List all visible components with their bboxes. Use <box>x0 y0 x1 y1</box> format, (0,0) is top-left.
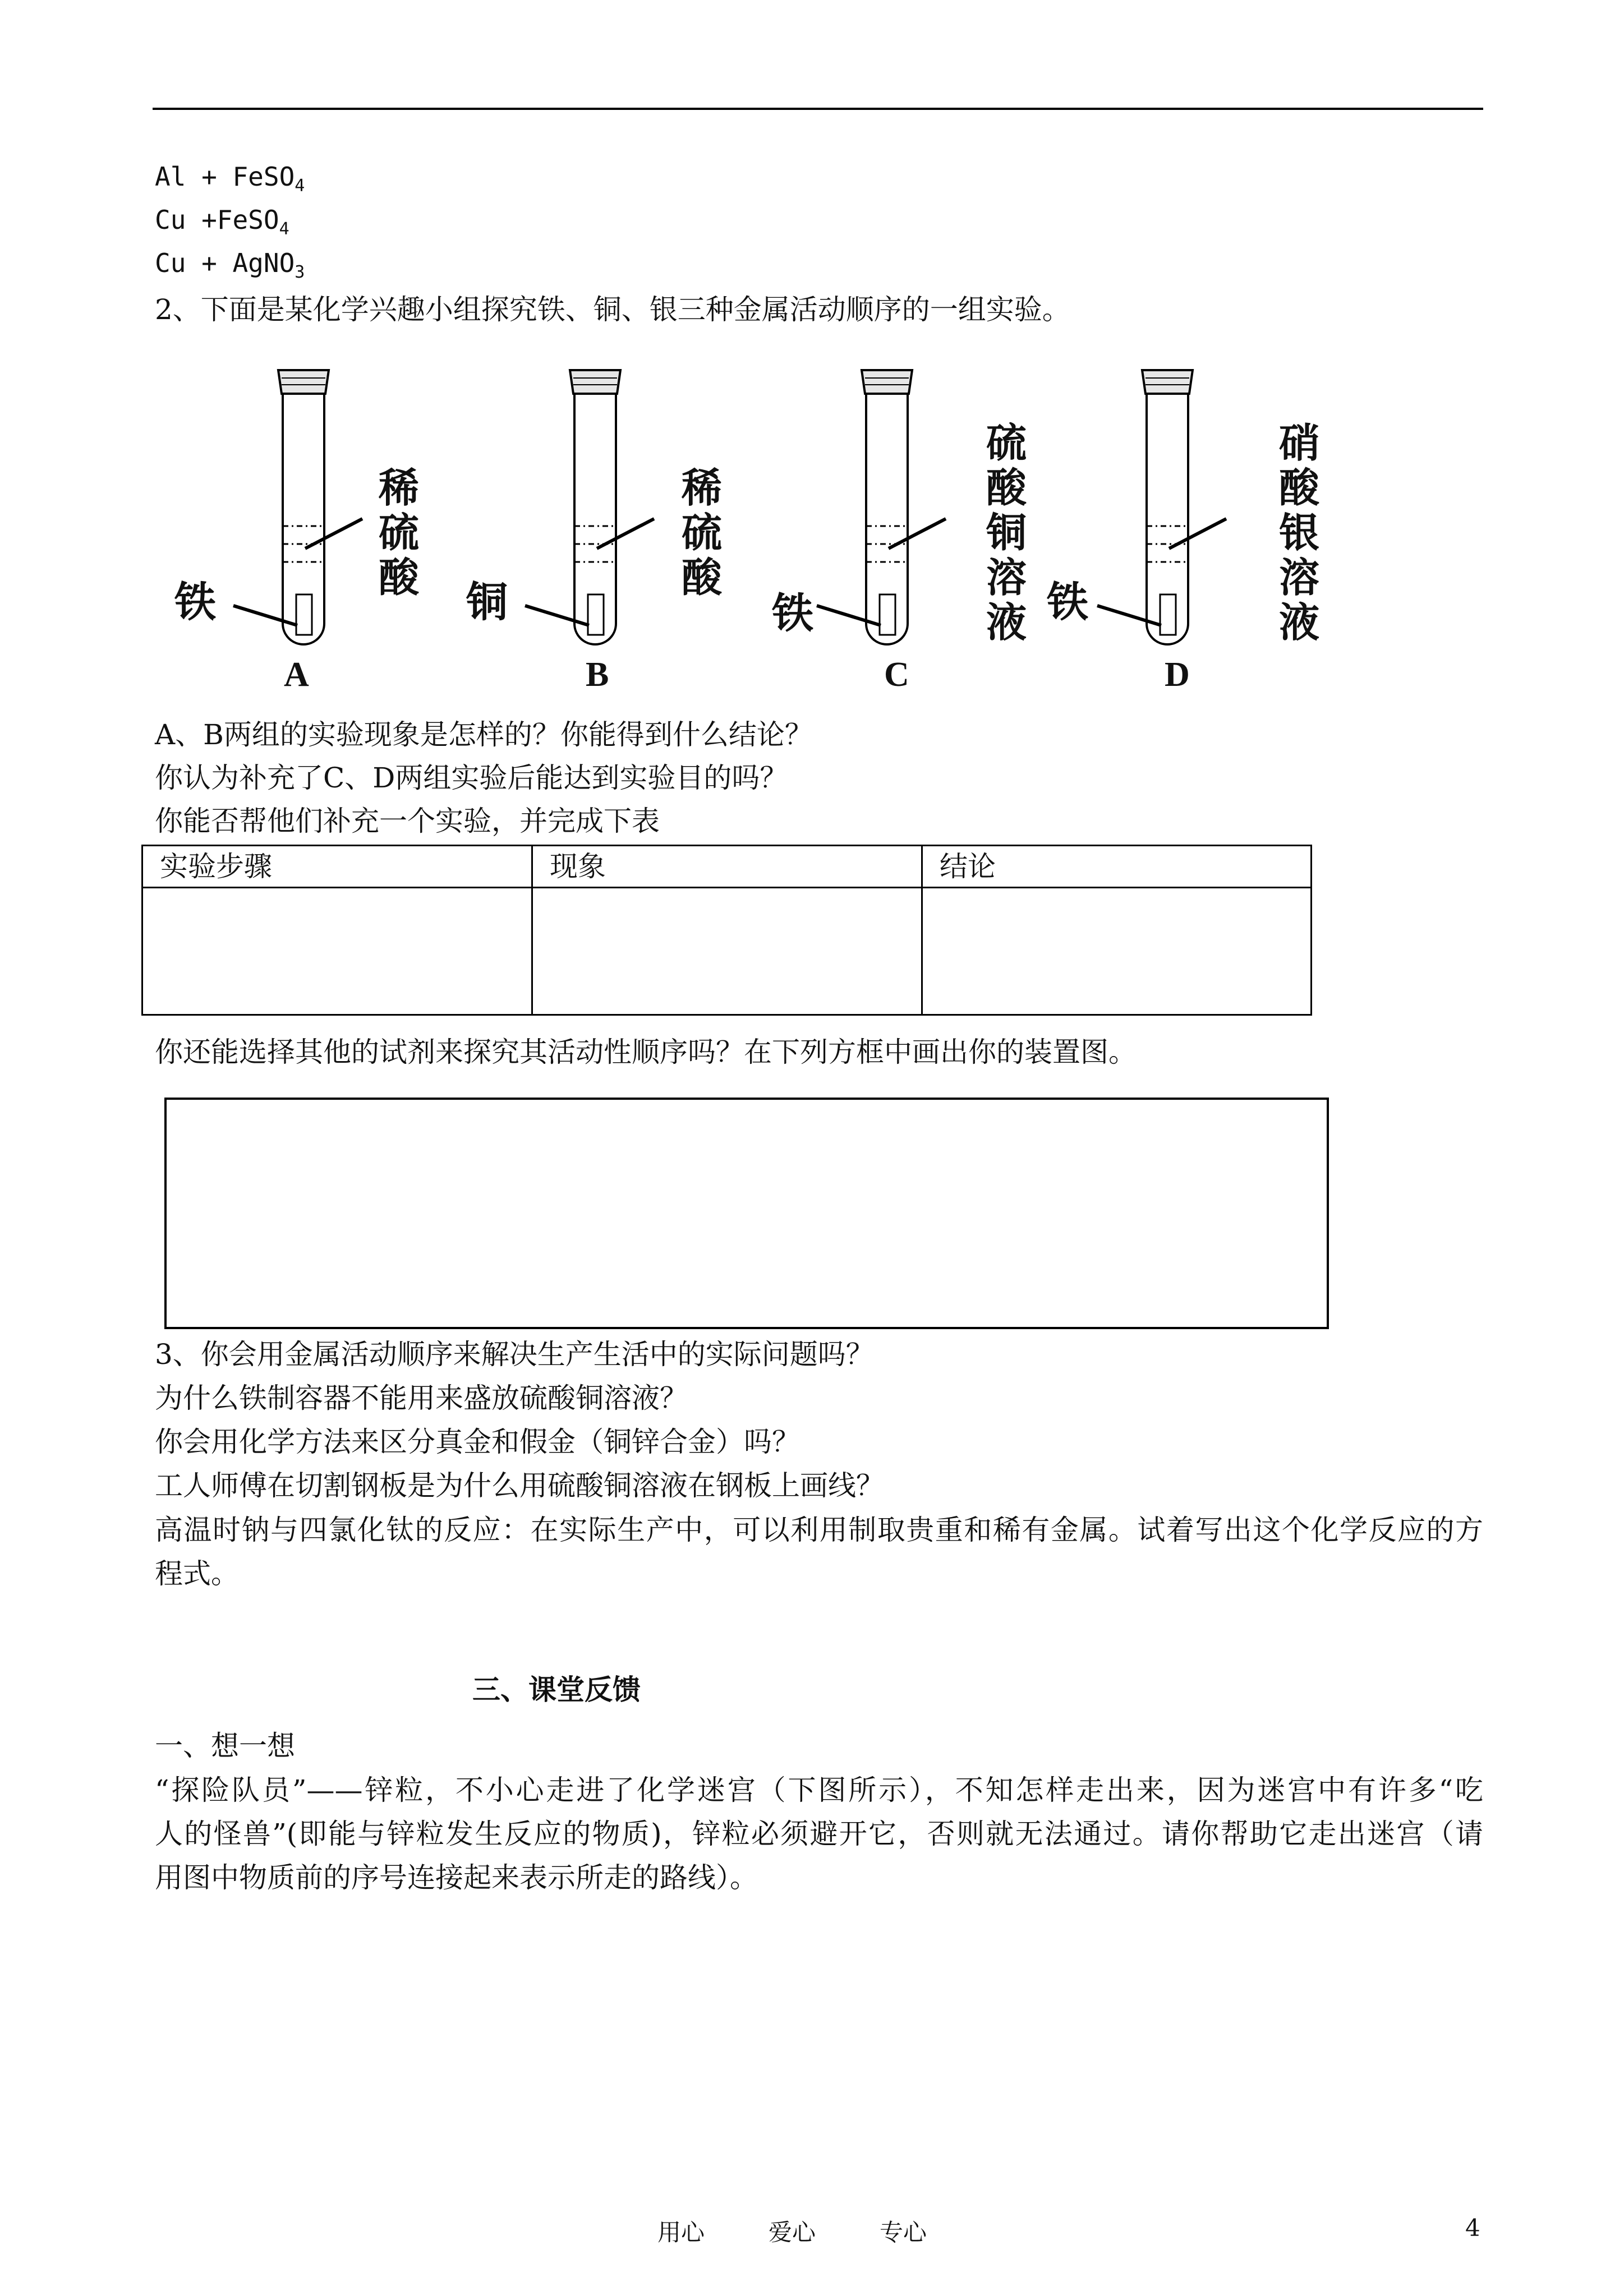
tube-a-letter: A <box>284 656 309 694</box>
tube-c-letter: C <box>884 656 909 694</box>
tube-c <box>817 370 946 644</box>
tube-d <box>1097 370 1226 644</box>
tube-a <box>233 370 362 644</box>
page-number: 4 <box>1465 2214 1480 2242</box>
equation-3: Cu + AgNO$_3$ <box>155 248 305 282</box>
q3-line-1: 3、你会用金属活动顺序来解决生产生活中的实际问题吗？ <box>155 1338 874 1371</box>
q3-line-4: 工人师傅在切割钢板是为什么用硫酸铜溶液在钢板上画线？ <box>155 1469 884 1502</box>
experiment-table <box>141 845 1312 1016</box>
table-header-row <box>142 846 1312 888</box>
tube-d-solution-label: 硝 酸 银 溶 液 <box>1278 419 1319 646</box>
equation-1: Al + FeSO$_4$ <box>155 162 305 196</box>
think-line-1: “探险队员”——锌粒，不小心走进了化学迷宫（下图所示），不知怎样走出来，因为迷宫中有许多“吃 <box>155 1774 1483 1806</box>
section-title: 三、课堂反馈 <box>472 1673 641 1706</box>
q3-line-3: 你会用化学方法来区分真金和假金（铜锌合金）吗？ <box>155 1426 800 1458</box>
q3-line-5: 高温时钠与四氯化钛的反应：在实际生产中，可以利用制取贵重和稀有金属。试着写出这个化学反应的方 <box>155 1514 1483 1546</box>
tube-a-solution-label: 稀 硫 酸 <box>378 464 419 601</box>
table-cell-phenomenon[interactable] <box>532 888 922 1015</box>
table-header-steps: 实验步骤 <box>142 846 532 888</box>
q2-line-1: A、B两组的实验现象是怎样的？你能得到什么结论？ <box>155 718 813 751</box>
q3-line-2: 为什么铁制容器不能用来盛放硫酸铜溶液？ <box>155 1382 688 1414</box>
tube-d-metal-label: 铁 <box>1047 578 1088 626</box>
tube-d-letter: D <box>1165 656 1190 694</box>
footer-item-1: 用心 <box>657 2219 705 2246</box>
table-header-phenomenon: 现象 <box>532 846 922 888</box>
footer-item-3: 专心 <box>880 2219 927 2246</box>
draw-prompt: 你还能选择其他的试剂来探究其活动性顺序吗？在下列方框中画出你的装置图。 <box>155 1036 1137 1068</box>
tube-c-solution-label: 硫 酸 铜 溶 液 <box>986 419 1027 646</box>
test-tube-figure <box>155 359 1445 707</box>
q2-line-2: 你认为补充了C、D两组实验后能达到实验目的吗？ <box>155 762 788 794</box>
tube-c-metal-label: 铁 <box>772 589 813 638</box>
table-cell-conclusion[interactable] <box>922 888 1311 1015</box>
q2-intro: 2、下面是某化学兴趣小组探究铁、铜、银三种金属活动顺序的一组实验。 <box>155 293 1070 326</box>
table-header-conclusion: 结论 <box>922 846 1311 888</box>
q3-line-6: 程式。 <box>155 1557 239 1590</box>
think-line-3: 用图中物质前的序号连接起来表示所走的路线）。 <box>155 1861 758 1894</box>
tube-b-solution-label: 稀 硫 酸 <box>681 464 722 601</box>
drawing-answer-box[interactable] <box>164 1098 1329 1329</box>
q2-line-3: 你能否帮他们补充一个实验，并完成下表 <box>155 805 660 837</box>
footer-item-2: 爱心 <box>769 2219 816 2246</box>
tube-a-metal-label: 铁 <box>174 578 216 626</box>
table-cell-steps[interactable] <box>142 888 532 1015</box>
think-line-2: 人的怪兽”(即能与锌粒发生反应的物质)，锌粒必须避开它，否则就无法通过。请你帮助它走出迷宫（请 <box>155 1818 1483 1850</box>
think-heading: 一、想一想 <box>155 1730 295 1762</box>
tube-b <box>525 370 654 644</box>
tube-b-letter: B <box>586 656 609 694</box>
tube-b-metal-label: 铜 <box>466 578 508 626</box>
equation-2: Cu +FeSO$_4$ <box>155 205 289 239</box>
table-row <box>142 888 1312 1015</box>
test-tube-diagram <box>155 359 1445 707</box>
header-rule <box>153 108 1483 110</box>
